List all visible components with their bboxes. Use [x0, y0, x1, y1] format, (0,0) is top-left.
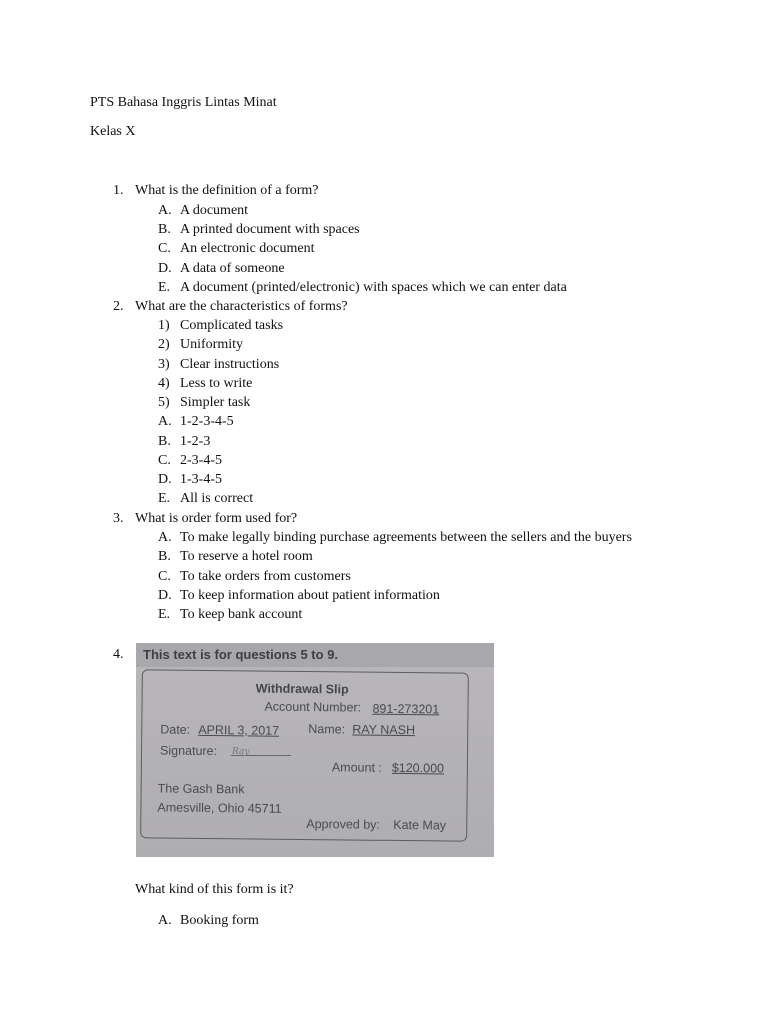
- date-value: APRIL 3, 2017: [198, 722, 280, 738]
- amount-value: $120.000: [391, 760, 445, 776]
- option: [158, 278, 567, 297]
- item-label: 2): [158, 337, 170, 352]
- option-label: C.: [158, 569, 171, 584]
- bank-name: The Gash Bank: [157, 781, 245, 797]
- item-text: Clear instructions: [180, 357, 280, 372]
- option-label: D.: [158, 472, 172, 487]
- item-text: Uniformity: [180, 337, 243, 352]
- option-text: 1-2-3-4-5: [180, 414, 234, 429]
- approved-by-value: Kate May: [393, 817, 447, 833]
- option: [158, 605, 302, 624]
- option: [158, 586, 440, 605]
- option: [158, 259, 285, 278]
- option-text: Booking form: [180, 913, 259, 928]
- item-text: Less to write: [180, 376, 253, 391]
- option: [158, 528, 632, 547]
- option: [158, 547, 313, 566]
- option: [158, 567, 351, 586]
- option-label: C.: [158, 453, 171, 468]
- name-value: RAY NASH: [352, 722, 416, 738]
- option: [158, 470, 222, 489]
- option-label: A.: [158, 414, 172, 429]
- option: [158, 489, 253, 508]
- bank-address: Amesville, Ohio 45711: [157, 800, 282, 816]
- item-label: 4): [158, 376, 170, 391]
- item-label: 5): [158, 395, 170, 410]
- item-text: Simpler task: [180, 395, 251, 410]
- item-label: 3): [158, 357, 170, 372]
- option: [158, 201, 248, 220]
- option: [158, 239, 315, 258]
- option-label: B.: [158, 549, 171, 564]
- characteristic-item: [158, 355, 279, 374]
- option-label: E.: [158, 280, 171, 295]
- option-text: To take orders from customers: [180, 569, 351, 584]
- option-text: A printed document with spaces: [180, 222, 360, 237]
- question-number: 4.: [113, 647, 124, 662]
- option: [158, 412, 234, 431]
- document-title: PTS Bahasa Inggris Lintas Minat: [90, 95, 277, 110]
- date-label: Date:: [160, 722, 191, 737]
- approved-by-label: Approved by:: [306, 817, 381, 832]
- option-text: 1-2-3: [180, 434, 211, 449]
- option-label: A.: [158, 203, 172, 218]
- signature-scribble: Ray: [232, 747, 250, 757]
- option: [158, 220, 360, 239]
- signature-label: Signature:: [159, 743, 218, 759]
- characteristic-item: [158, 374, 252, 393]
- option-text: To reserve a hotel room: [180, 549, 313, 564]
- option: [158, 432, 210, 451]
- option-text: An electronic document: [180, 241, 315, 256]
- slip-title: Withdrawal Slip: [255, 681, 349, 697]
- option: [158, 451, 222, 470]
- option-label: E.: [158, 491, 171, 506]
- account-number-value: 891-273201: [372, 701, 440, 717]
- option-label: E.: [158, 607, 171, 622]
- question-text: What is the definition of a form?: [135, 183, 319, 198]
- photo-caption: This text is for questions 5 to 9.: [143, 647, 339, 662]
- option-label: D.: [158, 261, 172, 276]
- option-text: A document (printed/electronic) with spaces which we can enter data: [180, 280, 567, 295]
- question-text: What are the characteristics of forms?: [135, 299, 348, 314]
- option-label: A.: [158, 913, 172, 928]
- option-text: To make legally binding purchase agreements between the sellers and the buyers: [180, 530, 632, 545]
- option-text: A data of someone: [180, 261, 285, 276]
- item-text: Complicated tasks: [180, 318, 284, 333]
- option-label: D.: [158, 588, 172, 603]
- option-text: All is correct: [180, 491, 254, 506]
- question-number: 1.: [113, 183, 124, 198]
- option-label: A.: [158, 530, 172, 545]
- characteristic-item: [158, 335, 243, 354]
- option-text: To keep information about patient information: [180, 588, 440, 603]
- option-label: C.: [158, 241, 171, 256]
- option-text: To keep bank account: [180, 607, 303, 622]
- item-label: 1): [158, 318, 170, 333]
- question-number: 3.: [113, 511, 124, 526]
- question-number: 2.: [113, 299, 124, 314]
- withdrawal-slip-photo: [136, 643, 494, 857]
- option-label: B.: [158, 434, 171, 449]
- withdrawal-slip: [140, 669, 469, 841]
- characteristic-item: [158, 393, 250, 412]
- option-text: 1-3-4-5: [180, 472, 222, 487]
- class-label: Kelas X: [90, 124, 136, 139]
- account-number-label: Account Number:: [264, 699, 362, 715]
- question-text: What kind of this form is it?: [135, 882, 294, 897]
- option-text: 2-3-4-5: [180, 453, 222, 468]
- name-label: Name:: [308, 722, 346, 737]
- option-text: A document: [180, 203, 249, 218]
- amount-label: Amount :: [331, 760, 382, 775]
- option: [158, 911, 259, 930]
- question-text: What is order form used for?: [135, 511, 298, 526]
- characteristic-item: [158, 316, 283, 335]
- option-label: B.: [158, 222, 171, 237]
